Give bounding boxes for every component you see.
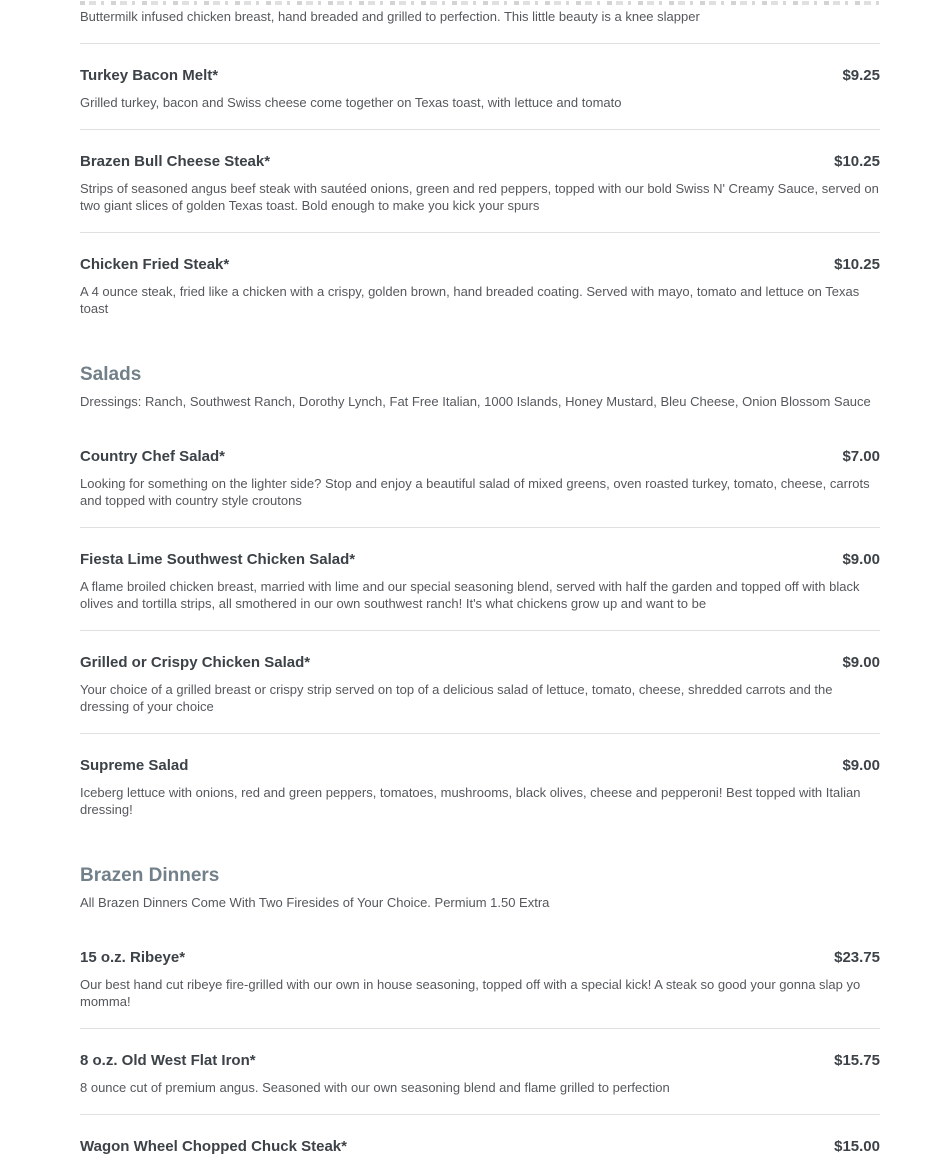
section-note: All Brazen Dinners Come With Two Firesides of Your Choice. Permium 1.50 Extra [80, 895, 550, 910]
item-description: Our best hand cut ribeye fire-grilled with our own in house seasoning, topped off with a special kick! A steak so good your gonna slap yo momma! [80, 977, 861, 1009]
item-description: Strips of seasoned angus beef steak with sautéed onions, green and red peppers, topped with our bold Swiss N' Creamy Sauce, served on two giant slices of golden Texas toast. Bold enough to make you kick your spurs [80, 181, 879, 213]
menu-item[interactable] [80, 528, 880, 631]
menu-item[interactable] [80, 233, 880, 335]
clipped-text-remnant [80, 1, 880, 5]
item-description: Your choice of a grilled breast or crispy strip served on top of a delicious salad of lettuce, tomato, cheese, shredded carrots and the dressing of your choice [80, 682, 833, 714]
section-header [80, 864, 880, 911]
item-name: Fiesta Lime Southwest Chicken Salad* [80, 551, 356, 568]
item-name: Country Chef Salad* [80, 448, 226, 465]
section-heading: Brazen Dinners [80, 865, 220, 886]
item-description: Grilled turkey, bacon and Swiss cheese come together on Texas toast, with lettuce and tomato [80, 95, 622, 110]
item-price: $15.75 [834, 1052, 880, 1069]
item-header [80, 447, 880, 467]
item-description: Iceberg lettuce with onions, red and green peppers, tomatoes, mushrooms, black olives, cheese and pepperoni! Best topped with Italian dressing! [80, 785, 861, 817]
item-name: 8 o.z. Old West Flat Iron* [80, 1052, 256, 1069]
item-price: $9.00 [842, 654, 880, 671]
item-price: $9.00 [842, 551, 880, 568]
item-header [80, 152, 880, 172]
menu-item[interactable] [80, 130, 880, 233]
item-name: Turkey Bacon Melt* [80, 67, 219, 84]
item-price: $23.75 [834, 949, 880, 966]
menu-item[interactable] [80, 44, 880, 130]
menu-item[interactable] [80, 1029, 880, 1115]
item-description: A flame broiled chicken breast, married with lime and our special seasoning blend, served with half the garden and topped off with black olives and tortilla strips, all smothered in our own southwest ranch! It's what chickens grow up and want to be [80, 579, 860, 611]
item-header [80, 1051, 880, 1071]
item-header [80, 255, 880, 275]
item-header [80, 66, 880, 86]
item-name: 15 o.z. Ribeye* [80, 949, 186, 966]
item-header [80, 653, 880, 673]
item-description: Buttermilk infused chicken breast, hand breaded and grilled to perfection. This little beauty is a knee slapper [80, 9, 700, 24]
item-price: $15.00 [834, 1138, 880, 1155]
item-price: $10.25 [834, 153, 880, 170]
item-name: Grilled or Crispy Chicken Salad* [80, 654, 311, 671]
section-note: Dressings: Ranch, Southwest Ranch, Dorothy Lynch, Fat Free Italian, 1000 Islands, Honey Mustard, Bleu Cheese, Onion Blossom Sauce [80, 394, 871, 409]
menu-item[interactable] [80, 425, 880, 528]
menu-item[interactable] [80, 631, 880, 734]
menu-section [80, 864, 880, 1175]
item-price: $7.00 [842, 448, 880, 465]
menu-item[interactable] [80, 734, 880, 836]
item-header [80, 1137, 880, 1157]
menu-page [80, 1, 880, 1175]
item-header [80, 756, 880, 776]
item-price: $9.25 [842, 67, 880, 84]
item-header [80, 550, 880, 570]
item-header [80, 948, 880, 968]
item-name: Brazen Bull Cheese Steak* [80, 153, 271, 170]
item-description: Looking for something on the lighter side? Stop and enjoy a beautiful salad of mixed greens, oven roasted turkey, tomato, cheese, carrots and topped with country style croutons [80, 476, 870, 508]
menu-sections [80, 44, 880, 1175]
item-description: A 4 ounce steak, fried like a chicken with a crispy, golden brown, hand breaded coating. Served with mayo, tomato and lettuce on Texas toast [80, 284, 860, 316]
menu-item-partial[interactable] [80, 1, 880, 44]
item-name: Wagon Wheel Chopped Chuck Steak* [80, 1138, 347, 1155]
menu-section [80, 44, 880, 335]
item-price: $9.00 [842, 757, 880, 774]
item-price: $10.25 [834, 256, 880, 273]
item-name: Supreme Salad [80, 757, 189, 774]
menu-item[interactable] [80, 926, 880, 1029]
item-name: Chicken Fried Steak* [80, 256, 230, 273]
menu-item[interactable] [80, 1115, 880, 1175]
item-description: 8 ounce cut of premium angus. Seasoned with our own seasoning blend and flame grilled to perfection [80, 1080, 670, 1095]
menu-section [80, 363, 880, 836]
section-header [80, 363, 880, 410]
section-heading: Salads [80, 364, 142, 385]
